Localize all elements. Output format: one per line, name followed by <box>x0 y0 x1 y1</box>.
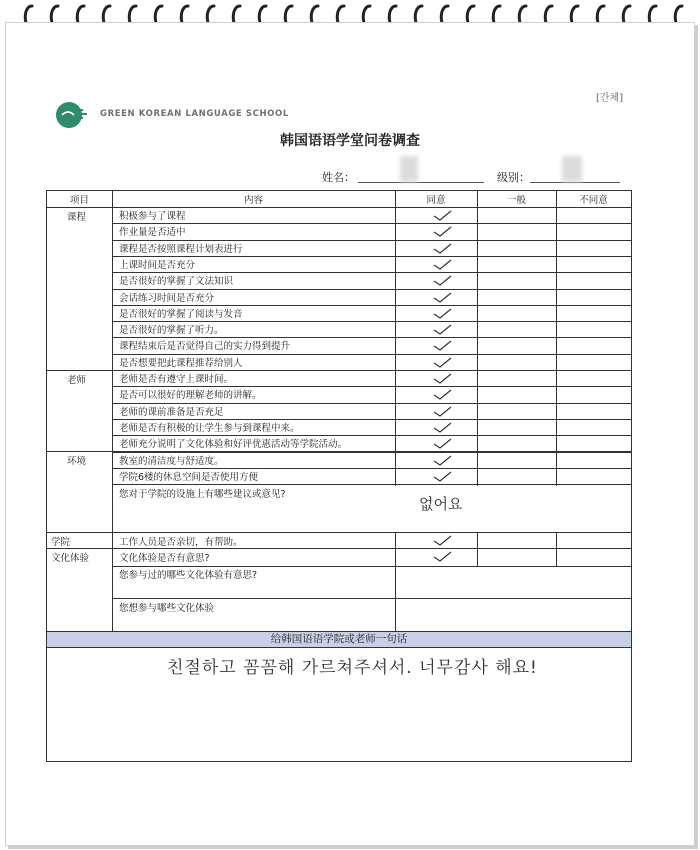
category-course: 课程 <box>67 212 87 223</box>
check-icon <box>432 210 452 222</box>
grid-line <box>556 191 557 486</box>
check-icon <box>432 243 452 255</box>
facility-question: 您对于学院的设施上有哪些建议或意见? <box>119 489 286 500</box>
survey-row-text: 上课时间是否充分 <box>119 259 196 271</box>
survey-row-text: 老师的课前准备是否充足 <box>119 406 224 418</box>
level-label: 级别： <box>497 171 530 184</box>
survey-row-text: 课程是否按照课程计划表进行 <box>119 243 243 255</box>
survey-row-text: 作业量是否适中 <box>119 227 186 239</box>
check-icon <box>432 373 452 385</box>
col-header-item: 项目 <box>69 195 89 206</box>
check-icon <box>432 535 452 547</box>
school-name: GREEN KOREAN LANGUAGE SCHOOL <box>100 109 289 119</box>
check-icon <box>432 259 452 271</box>
col-header-neutral: 一般 <box>506 195 526 206</box>
corner-tag: [간체] <box>596 93 624 104</box>
grid-line <box>395 191 396 486</box>
survey-row-text: 老师充分说明了文化体验和好评优惠活动等学院活动。 <box>119 439 348 451</box>
survey-table <box>46 190 632 762</box>
category-academy: 学院 <box>51 537 71 548</box>
col-header-agree: 同意 <box>426 195 446 206</box>
grid-line <box>477 532 478 566</box>
grid-line <box>47 548 631 549</box>
survey-row-text: 课程结束后是否觉得自己的实力得到提升 <box>119 341 291 353</box>
check-icon <box>432 406 452 418</box>
survey-row-text: 教室的清洁度与舒适度。 <box>119 455 224 467</box>
message-header: 给韩国语语学院或老师一句话 <box>47 631 631 648</box>
col-header-content: 内容 <box>243 195 263 206</box>
survey-row-text: 积极参与了课程 <box>119 211 186 222</box>
check-icon <box>432 275 452 287</box>
category-teacher: 老师 <box>67 375 87 386</box>
category-culture: 文化体验 <box>51 553 90 564</box>
check-icon <box>432 455 452 467</box>
check-icon <box>432 422 452 434</box>
level-line <box>530 182 620 183</box>
check-icon <box>432 357 452 369</box>
school-logo-icon <box>55 101 93 129</box>
grid-line <box>477 191 478 486</box>
survey-row-text: 是否可以很好的理解老师的讲解。 <box>119 390 262 402</box>
facility-answer: 없어요 <box>419 495 463 513</box>
culture-question-2: 您想参与哪些文化体验 <box>119 603 215 614</box>
check-icon <box>432 471 452 483</box>
grid-line <box>112 191 113 631</box>
check-icon <box>432 438 452 450</box>
name-line <box>358 182 484 183</box>
grid-line <box>112 223 631 224</box>
survey-row-text: 学院6楼的休息空间是否使用方便 <box>119 471 259 483</box>
survey-row-text: 是否很好的掌握了文法知识 <box>119 276 234 288</box>
level-redaction <box>562 156 582 182</box>
culture-row-text: 文化体验是否有意思? <box>119 553 210 564</box>
grid-line <box>556 532 557 566</box>
check-icon <box>432 551 452 563</box>
check-icon <box>432 324 452 336</box>
survey-row-text: 老师是否有遵守上课时间。 <box>119 374 234 385</box>
check-icon <box>432 292 452 304</box>
check-icon <box>432 389 452 401</box>
grid-line <box>112 484 631 485</box>
page-title: 韩国语语学堂问卷调查 <box>280 133 420 149</box>
handwritten-message: 친절하고 꼼꼼해 가르쳐주셔서. 너무감사 해요! <box>167 658 538 678</box>
survey-row-text: 是否很好的掌握了阅读与发音 <box>119 308 243 320</box>
check-icon <box>432 340 452 352</box>
survey-row-text: 是否想要把此课程推荐给别人 <box>119 357 243 369</box>
culture-question-1: 您参与过的哪些文化体验有意思? <box>119 570 258 581</box>
grid-line <box>395 532 396 566</box>
check-icon <box>432 226 452 238</box>
name-redaction <box>400 156 418 182</box>
col-header-disagree: 不同意 <box>579 195 608 206</box>
survey-row-text: 老师是否有积极的让学生参与到课程中来。 <box>119 422 300 434</box>
survey-row-text: 是否很好的掌握了听力。 <box>119 325 224 337</box>
staff-row-text: 工作人员是否亲切，有帮助。 <box>119 537 243 548</box>
check-icon <box>432 308 452 320</box>
grid-line <box>47 532 631 533</box>
name-label: 姓名： <box>322 171 355 184</box>
grid-line <box>112 598 631 599</box>
survey-row-text: 会话练习时间是否充分 <box>119 292 215 304</box>
category-environment: 环境 <box>67 456 87 467</box>
